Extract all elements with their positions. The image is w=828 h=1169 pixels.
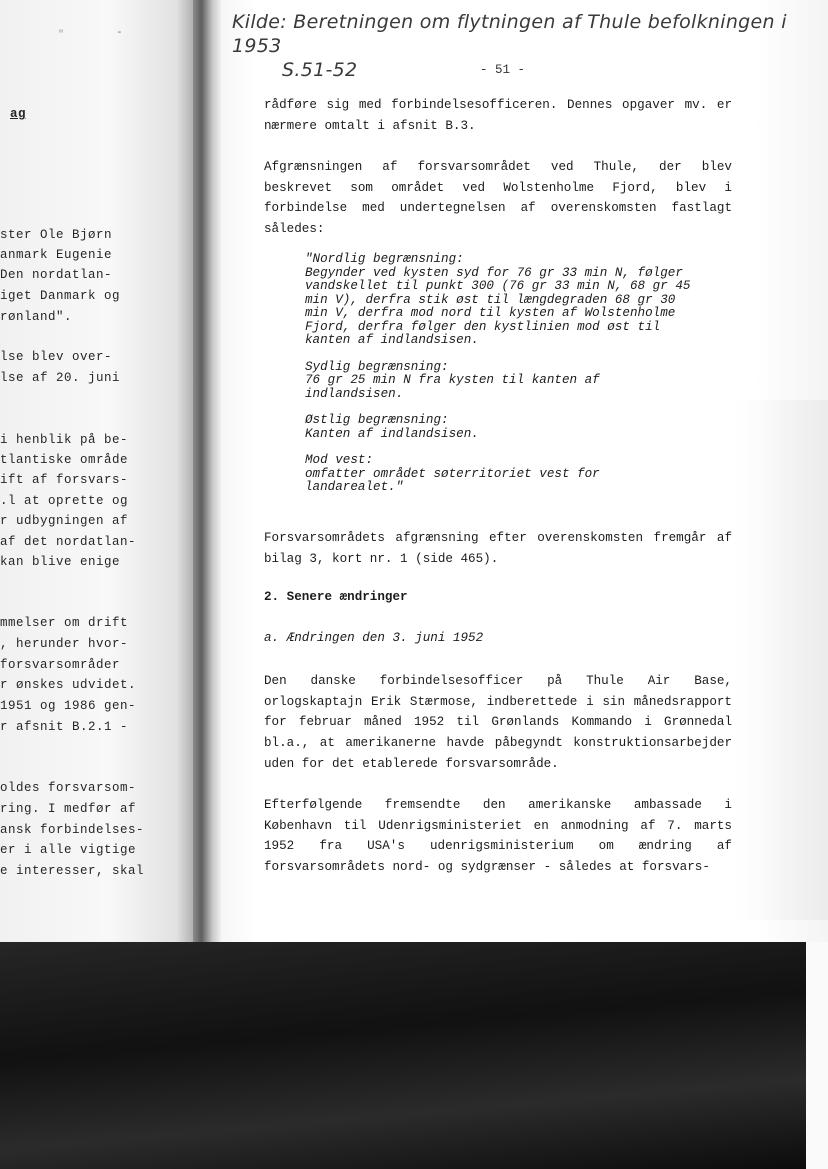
left-page-line: anmark Eugenie: [0, 248, 113, 262]
left-page-line: mmelser om drift: [0, 616, 129, 630]
quote-block-east: [305, 414, 700, 441]
left-page-line: ansk forbindelses-: [0, 823, 145, 837]
page-number: - 51 -: [480, 63, 526, 77]
quote-text: Kanten af indlandsisen.: [305, 426, 479, 441]
left-page-line: iget Danmark og: [0, 289, 121, 303]
book-gutter: [193, 0, 221, 945]
left-page-line: lse af 20. juni: [0, 371, 121, 385]
left-page-line: , herunder hvor-: [0, 637, 129, 651]
left-page-line: ift af forsvars-: [0, 473, 129, 487]
scan-background: [0, 942, 806, 1169]
quote-heading: "Nordlig begrænsning:: [305, 252, 464, 266]
left-page-line: i henblik på be-: [0, 433, 129, 447]
quote-block-south: [305, 361, 700, 402]
paragraph-text: Efterfølgende fremsendte den amerikanske ambassade i København til Udenrigsministeriet en anmodning af 7. marts 1952 fra USA's udenrigsministerium om ændring af forsvarsområdets nord- og sydgrænser - således at forsvars-: [264, 798, 732, 875]
source-note-pages: S.51-52: [282, 59, 358, 81]
paragraph: [264, 795, 732, 878]
paragraph: [264, 528, 732, 569]
quote-text: Begynder ved kysten syd for 76 gr 33 min N, følger vandskellet til punkt 300 (76 gr 33 min N, 68 gr 45 min V), derfra stik øst til længdegraden 68 gr 30 min V, derfra mod nord til kysten af Wolstenholme Fjord, derfra følger den kystlinien mod øst til kanten af indlandsisen.: [305, 265, 691, 347]
left-page-line: r afsnit B.2.1 -: [0, 720, 129, 734]
left-page-line: er i alle vigtige: [0, 843, 137, 857]
left-page-line: tlantiske område: [0, 453, 129, 467]
left-page-line: .l at oprette og: [0, 494, 129, 508]
paragraph: [264, 671, 732, 775]
section-heading: 2. Senere ændringer: [264, 590, 408, 604]
left-page-line: r udbygningen af: [0, 514, 129, 528]
left-page-tab-label: ag: [10, 107, 27, 121]
left-page-line: r ønskes udvidet.: [0, 678, 137, 692]
paragraph-text: Afgrænsningen af forsvarsområdet ved Thule, der blev beskrevet som området ved Wolstenholme Fjord, blev i forbindelse med undertegnelsen af overenskomsten fastlagt således:: [264, 160, 732, 237]
paragraph: [264, 95, 732, 136]
quote-block-west: [305, 454, 700, 495]
paragraph-text: Forsvarsområdets afgrænsning efter overenskomsten fremgår af bilag 3, kort nr. 1 (side 465).: [264, 531, 732, 566]
left-page-line: ster Ole Bjørn: [0, 228, 113, 242]
quote-text: 76 gr 25 min N fra kysten til kanten af indlandsisen.: [305, 373, 600, 401]
quote-heading: Mod vest:: [305, 453, 374, 467]
left-page-line: 1951 og 1986 gen-: [0, 699, 137, 713]
left-page-line: forsvarsområder: [0, 658, 121, 672]
left-facing-page: [0, 0, 200, 945]
scan-margin: [806, 942, 828, 1169]
quote-text: omfatter området søterritoriet vest for landarealet.": [305, 466, 600, 494]
left-page-line: Den nordatlan-: [0, 268, 113, 282]
subsection-heading: a. Ændringen den 3. juni 1952: [264, 631, 484, 645]
paragraph: [264, 157, 732, 240]
boundary-quote: [305, 253, 700, 508]
quote-heading: Østlig begrænsning:: [305, 413, 449, 427]
left-page-line: oldes forsvarsom-: [0, 781, 137, 795]
left-page-line: lse blev over-: [0, 350, 113, 364]
left-page-line: e interesser, skal: [0, 864, 145, 878]
paragraph-text: Den danske forbindelsesofficer på Thule Air Base, orlogskaptajn Erik Stærmose, indberettede i sin månedsrapport for februar måned 1952 til Grønlands Kommando i Grønnedal bl.a., at amerikanerne havde påbegyndt konstruktionsarbejder uden for det etablerede forsvarsområde.: [264, 674, 732, 771]
left-page-line: af det nordatlan-: [0, 535, 137, 549]
left-page-line: rønland".: [0, 310, 73, 324]
quote-block-north: [305, 253, 700, 348]
left-page-mark: -: [116, 27, 124, 39]
page-shading: [735, 400, 828, 920]
handwritten-source-note: [232, 10, 822, 82]
paragraph-text: rådføre sig med forbindelsesofficeren. Dennes opgaver mv. er nærmere omtalt i afsnit B.3.: [264, 98, 732, 133]
left-page-line: ring. I medfør af: [0, 802, 137, 816]
source-note-line: Kilde: Beretningen om flytningen af Thule befolkningen i 1953: [232, 11, 787, 57]
left-page-mark: ": [58, 30, 65, 41]
quote-heading: Sydlig begrænsning:: [305, 359, 449, 374]
left-page-line: kan blive enige: [0, 555, 121, 569]
